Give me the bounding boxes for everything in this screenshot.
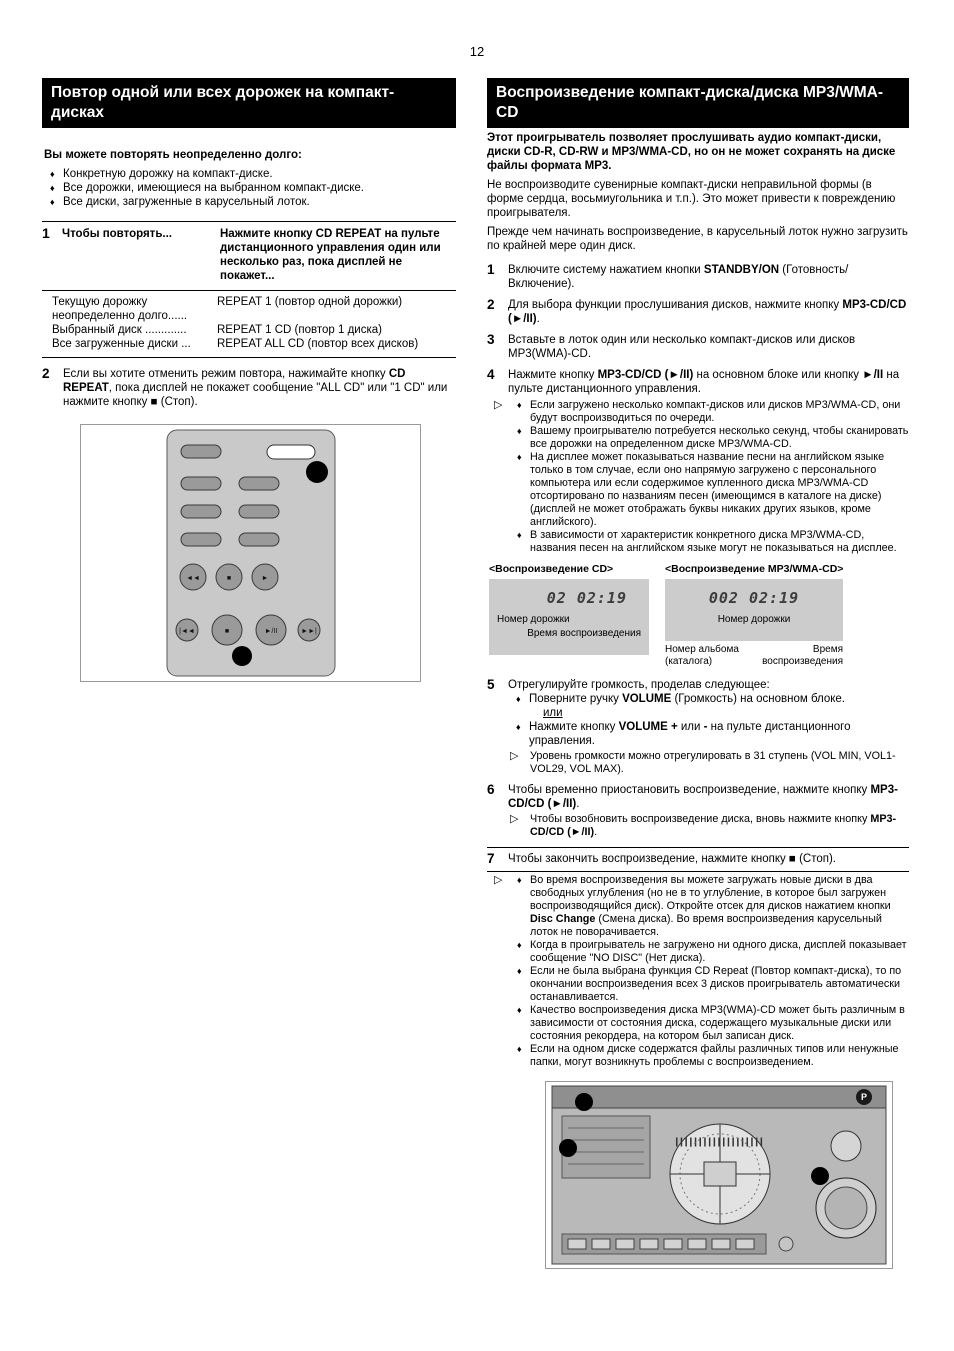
step-text: Вставьте в лоток один или несколько компакт-дисков или дисков MP3(WMA)-CD.: [508, 334, 856, 360]
panel-button: [712, 1239, 730, 1249]
bottom-notes: [487, 874, 909, 1069]
volume-option-remote: ♦ Нажмите кнопку VOLUME + или - на пульте дистанционного управления.: [516, 720, 909, 748]
repeat-table-col2-header: Нажмите кнопку CD REPEAT на пульте дистанционного управления один или несколько раз, пока дисплей не покажет...: [220, 228, 441, 282]
panel-button: [616, 1239, 634, 1249]
phones-jack: [779, 1237, 793, 1251]
right-step-7: [487, 852, 909, 866]
svg-text:■: ■: [226, 575, 232, 582]
step-text: Чтобы закончить воспроизведение, нажмите кнопку ■ (Стоп).: [508, 853, 836, 865]
step-number: 7: [487, 851, 495, 866]
svg-text:►/II: ►/II: [264, 628, 278, 635]
list-item: ♦ Конкретную дорожку на компакт-диске.: [50, 167, 456, 181]
table-cell-value: REPEAT ALL CD (повтор всех дисков): [217, 338, 419, 350]
table-cell-label: Выбранный диск .............: [52, 324, 187, 336]
step-text: Нажмите кнопку MP3-CD/CD (►/II) на основном блоке или кнопку ►/II на пульте дистанционного управления.: [508, 369, 900, 395]
step-number: 6: [487, 782, 495, 797]
step-number: 2: [42, 366, 50, 381]
mp3-display-screen: [665, 579, 843, 641]
page-number: 12: [469, 44, 485, 59]
table-cell-label: Все загруженные диски ...: [52, 338, 191, 350]
left-section-header: Повтор одной или всех дорожек на компакт-дисках: [42, 78, 456, 128]
panel-button: [592, 1239, 610, 1249]
cd-display-value: 02 02:19: [546, 589, 627, 607]
repeat-table-body: [42, 291, 456, 357]
or-label: или: [543, 707, 563, 719]
svg-text:►: ►: [261, 575, 269, 582]
jog-knob: [831, 1131, 861, 1161]
step-text: Включите систему нажатием кнопки STANDBY/ON (Готовность/Включение).: [508, 264, 849, 290]
mp3-display-example: [665, 562, 843, 668]
right-intro: Этот проигрыватель позволяет прослушивать аудио компакт-диски, диски CD-R, CD-RW и MP3/WMA-CD, но он не может сохранять на диске файлы формата MP3.: [487, 132, 896, 172]
callout-dot-disc-change: [575, 1093, 593, 1111]
remote-button: [181, 505, 221, 518]
table-cell-value: REPEAT 1 CD (повтор 1 диска): [217, 324, 382, 336]
remote-control-figure: [80, 424, 421, 682]
table-cell-value: REPEAT 1 (повтор одной дорожки): [217, 296, 403, 308]
warning-paragraph: Не воспроизводите сувенирные компакт-диски неправильной формы (в форме сердца, восьмиугольника и т.п.). Это может привести к повреждению проигрывателя.: [487, 179, 896, 219]
table-row: [52, 337, 456, 351]
main-unit-figure: [545, 1081, 893, 1269]
volume-options: [516, 720, 909, 748]
svg-text:P: P: [860, 1092, 868, 1102]
note-item: ♦ ▷ Если загружено несколько компакт-дисков или дисков MP3/WMA-CD, они будут воспроизводиться по очереди.: [517, 399, 909, 425]
remote-control-illustration: [81, 425, 420, 681]
step-text: Если вы хотите отменить режим повтора, нажимайте кнопку CD REPEAT, пока дисплей не покажет сообщение "ALL CD" или "1 CD" или нажмите кнопку ■ (Стоп).: [63, 368, 448, 408]
remote-function-button: [181, 445, 221, 458]
svg-text:◄◄: ◄◄: [186, 575, 200, 582]
right-step-4: [487, 368, 909, 396]
step4-notes: [487, 399, 909, 555]
stop-callout-dot: [232, 646, 252, 666]
note-item: ♦ ▷ Во время воспроизведения вы можете загружать новые диски в два свободных углубления (но не в то углубление, в которое был загружен воспроизводящийся диск). Откройте отсек для дисков нажатием кнопки Disc Change (Смена диска). Во время воспроизведения карусельный лоток не поворачивается.: [517, 874, 909, 939]
right-section-header: Воспроизведение компакт-диска/диска MP3/WMA-CD: [487, 78, 909, 128]
step-number: 1: [487, 262, 495, 277]
table-row: [52, 323, 456, 337]
panel-button: [664, 1239, 682, 1249]
remote-button: [239, 505, 279, 518]
cd-repeat-button: [267, 445, 315, 459]
note-list: [517, 399, 909, 555]
right-step-1: [487, 263, 909, 291]
note-item: ♦ Качество воспроизведения диска MP3(WMA)-CD может быть различным в зависимости от состояния диска, содержащего музыкальные диски или состояния рекордера, на котором был записан диск.: [517, 1004, 909, 1043]
list-item: ♦ Все дорожки, имеющиеся на выбранном компакт-диске.: [50, 181, 456, 195]
remote-button: [181, 533, 221, 546]
mp3-display-value: 002 02:19: [708, 589, 800, 607]
main-unit-illustration: [546, 1082, 892, 1268]
left-intro: Вы можете повторять неопределенно долго:: [44, 149, 302, 161]
table-row: [52, 295, 456, 323]
svg-text:■: ■: [224, 628, 230, 635]
panel-button: [640, 1239, 658, 1249]
repeat-table-col1-header: Чтобы повторять...: [62, 228, 172, 240]
step-number: 5: [487, 677, 495, 692]
right-column: [487, 78, 909, 1269]
cd-display-example: [489, 562, 649, 668]
callout-dot-volume: [811, 1167, 829, 1185]
remote-button: [181, 477, 221, 490]
step-text: Для выбора функции прослушивания дисков, нажмите кнопку MP3-CD/CD (►/II).: [508, 299, 907, 325]
svg-text:|◄◄: |◄◄: [179, 628, 195, 635]
step-number: 1: [42, 225, 50, 241]
panel-button: [736, 1239, 754, 1249]
play-time-label: Время воспроизведения: [527, 628, 641, 639]
play-steps: [487, 263, 909, 1069]
step-number: 3: [487, 332, 495, 347]
list-item: ♦ Все диски, загруженные в карусельный лоток.: [50, 195, 456, 209]
unit-top-panel: [552, 1086, 886, 1108]
dial-display: [704, 1162, 736, 1186]
right-step-6: [487, 783, 909, 839]
left-step-2: [42, 367, 456, 409]
left-bullet-list: [50, 167, 456, 209]
step6-text: Чтобы временно приостановить воспроизведение, нажмите кнопку MP3-CD/CD (►/II).: [508, 784, 898, 810]
preparation-paragraph: Прежде чем начинать воспроизведение, в карусельный лоток нужно загрузить по крайней мере один диск.: [487, 226, 908, 252]
volume-options: [516, 692, 909, 706]
remote-button: [239, 477, 279, 490]
step-text: [508, 783, 909, 839]
note-item: ♦ Если не была выбрана функция CD Repeat (Повтор компакт-диска), то по окончании воспроизведения всех 3 дисков проигрыватель автоматически останавливается.: [517, 965, 909, 1004]
mp3-display-title: <Воспроизведение MP3/WMA-CD>: [665, 563, 844, 575]
panel-button: [688, 1239, 706, 1249]
cd-display-screen: [489, 579, 649, 655]
step5-intro: Отрегулируйте громкость, проделав следующее:: [508, 679, 770, 691]
note-item: ♦ На дисплее может показываться название песни на английском языке только в том случае, если оно напрямую загружено с персонального компьютера или если содержимое купленного диска MP3/WMA-CD отсортировано по названиям песен (имеющимся в каталоге на диске) (дисплей не может отображать буквы никаких других языков, кроме английского).: [517, 451, 909, 529]
repeat-mode-table: [42, 221, 456, 358]
cd-repeat-callout-dot: [306, 461, 328, 483]
right-step-3: [487, 333, 909, 361]
note-item: ♦ Вашему проигрывателю потребуется несколько секунд, чтобы сканировать все дорожки на определенном диске MP3/WMA-CD.: [517, 425, 909, 451]
right-step-2: [487, 298, 909, 326]
svg-text:►►|: ►►|: [301, 628, 317, 635]
volume-option-knob: ♦ Поверните ручку VOLUME (Громкость) на основном блоке.: [516, 692, 909, 706]
album-number-label: Номер альбома (каталога): [665, 644, 739, 667]
mp3-display-labels: [665, 644, 843, 668]
note-item: ♦ Когда в проигрыватель не загружено ни одного диска, дисплей показывает сообщение "NO DISC" (Нет диска).: [517, 939, 909, 965]
note-item: ♦ В зависимости от характеристик конкретного диска MP3/WMA-CD, названия песен на английском языке могут не показываться на дисплее.: [517, 529, 909, 555]
right-step-7-block: [487, 847, 909, 872]
play-time-label: Время воспроизведения: [762, 644, 843, 667]
track-number-label: Номер дорожки: [497, 614, 570, 625]
panel-button: [568, 1239, 586, 1249]
table-cell-label: Текущую дорожку неопределенно долго......: [52, 296, 188, 322]
step-text: [508, 678, 909, 776]
left-column: [42, 78, 456, 682]
resume-note: ▷ Чтобы возобновить воспроизведение диска, вновь нажмите кнопку MP3-CD/CD (►/II).: [508, 813, 909, 839]
step-number: 2: [487, 297, 495, 312]
remote-button: [239, 533, 279, 546]
track-number-label: Номер дорожки: [717, 614, 791, 625]
note-item: ♦ Если на одном диске содержатся файлы различных типов или ненужные папки, могут возникнуть проблемы с воспроизведением.: [517, 1043, 909, 1069]
display-examples: [489, 562, 909, 668]
right-step-5: [487, 678, 909, 776]
volume-range-note: ▷ Уровень громкости можно отрегулировать в 31 ступень (VOL MIN, VOL1-VOL29, VOL MAX).: [508, 750, 909, 776]
step-number: 4: [487, 367, 495, 382]
repeat-table-header: [42, 222, 456, 291]
cd-display-title: <Воспроизведение CD>: [489, 563, 614, 575]
callout-dot-tray: [559, 1139, 577, 1157]
note-list: [517, 874, 909, 1069]
